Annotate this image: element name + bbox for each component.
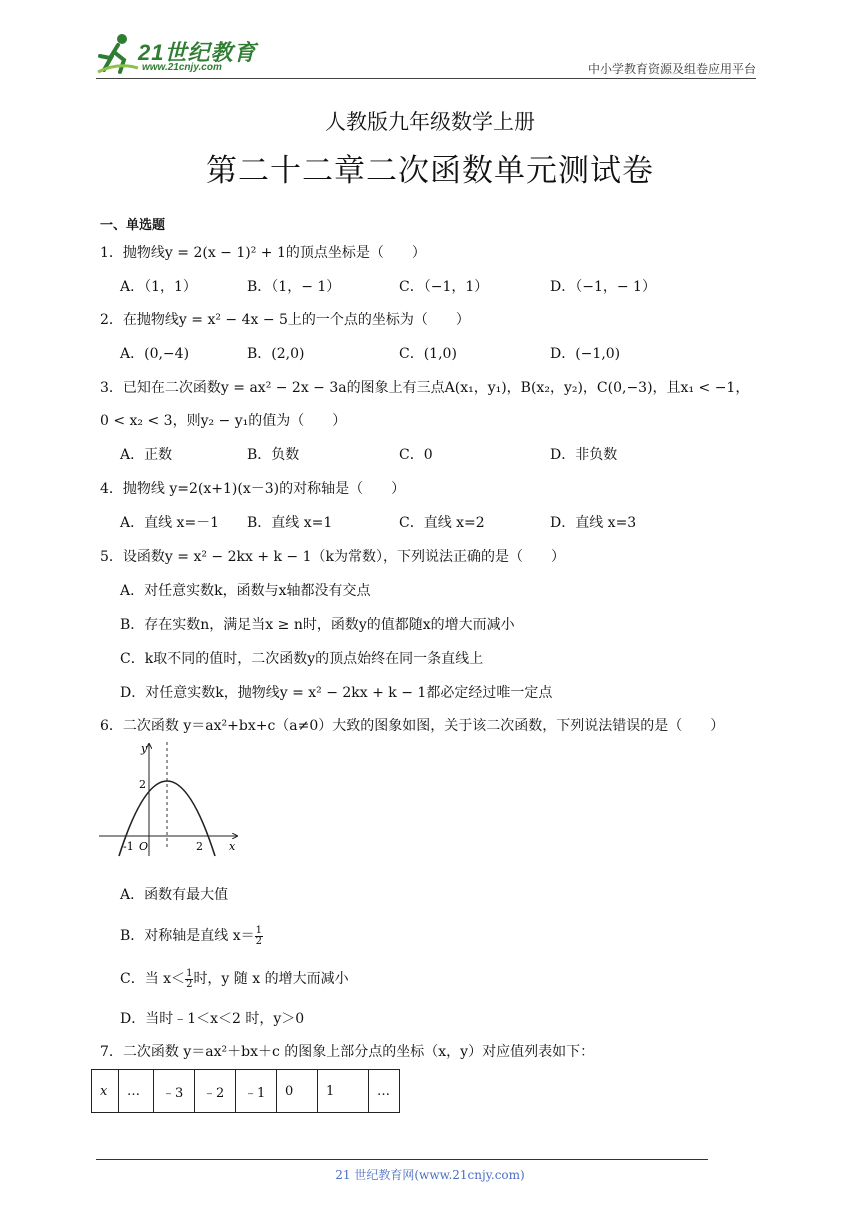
q4-option-b: B．直线 x=1	[247, 515, 333, 531]
q1-option-b: B．（1，− 1）	[247, 279, 341, 295]
q2-option-c: C．(1,0)	[399, 346, 457, 362]
question-5-stem: 5．设函数y = x² − 2kx + k − 1（k为常数），下列说法正确的是（ ）	[100, 549, 566, 565]
frac-numerator: 1	[186, 967, 193, 979]
q6-option-c	[120, 968, 349, 990]
q4-option-a: A．直线 x=－1	[120, 515, 220, 531]
table-cell: 1	[318, 1070, 369, 1113]
q3-option-c: C．0	[399, 447, 433, 463]
origin-label: O	[139, 840, 149, 853]
table-row	[92, 1070, 400, 1113]
q4-option-c: C．直线 x=2	[399, 515, 485, 531]
q1-option-a: A．（1，1）	[120, 279, 197, 295]
question-3-stem-line2: 0 < x₂ < 3，则y₂ − y₁的值为（ ）	[100, 413, 347, 429]
table-cell: …	[369, 1070, 400, 1113]
x-axis-label: x	[229, 840, 236, 853]
table-cell: ﹣2	[195, 1070, 236, 1113]
q6-option-c-text: C．当 x＜	[120, 971, 186, 987]
q2-option-b: B．(2,0)	[247, 346, 305, 362]
logo-url-text: www.21cnjy.com	[142, 62, 222, 73]
table-cell: …	[119, 1070, 154, 1113]
header-platform-text: 中小学教育资源及组卷应用平台	[587, 62, 756, 76]
x-tick-2: 2	[196, 840, 203, 853]
q5-option-b: B．存在实数n，满足当x ≥ n时，函数y的值都随x的增大而减小	[120, 617, 515, 633]
q6-option-d: D．当时﹣1＜x＜2 时，y＞0	[120, 1011, 305, 1027]
y-tick-2: 2	[139, 778, 146, 791]
q6-option-b	[120, 925, 263, 947]
q2-option-d: D．(−1,0)	[550, 346, 621, 362]
question-3-stem: 3．已知在二次函数y = ax² − 2x − 3a的图象上有三点A(x₁，y₁)，B(x₂，y₂)，C(0,−3)，且x₁ < −1，	[100, 380, 750, 396]
q1-option-c: C．（−1，1）	[399, 279, 489, 295]
question-1-stem: 1．抛物线y = 2(x − 1)² + 1的顶点坐标是（ ）	[100, 245, 426, 261]
footer-divider	[96, 1159, 708, 1160]
question-7-stem: 7．二次函数 y＝ax²＋bx＋c 的图象上部分点的坐标（x，y）对应值列表如下：	[100, 1044, 595, 1060]
table-cell: ﹣1	[236, 1070, 277, 1113]
frac-denominator: 2	[255, 935, 263, 947]
q5-option-a: A．对任意实数k，函数与x轴都没有交点	[120, 583, 371, 599]
q6-option-b-text: B．对称轴是直线 x＝	[120, 928, 255, 944]
parabola-graph	[95, 740, 245, 860]
q3-option-d: D．非负数	[550, 447, 618, 463]
question-2-stem: 2．在抛物线y = x² − 4x − 5上的一个点的坐标为（ ）	[100, 312, 470, 328]
q7-value-table	[91, 1069, 400, 1113]
q6-option-c-tail: 时，y 随 x 的增大而减小	[193, 971, 349, 987]
exam-title: 第二十二章二次函数单元测试卷	[206, 153, 654, 189]
table-cell: x	[92, 1070, 119, 1113]
q5-option-c: C．k取不同的值时，二次函数y的顶点始终在同一条直线上	[120, 651, 484, 667]
footer-link[interactable]: 21 世纪教育网(www.21cnjy.com)	[335, 1168, 525, 1182]
question-6-stem: 6．二次函数 y＝ax²+bx+c（a≠0）大致的图象如图，关于该二次函数，下列说法错误的是（ ）	[100, 718, 725, 734]
section-heading: 一、单选题	[100, 218, 166, 233]
y-axis-label: y	[141, 742, 148, 755]
fraction-one-half	[255, 926, 263, 947]
q2-option-a: A．(0,−4)	[120, 346, 190, 362]
q3-option-b: B．负数	[247, 447, 300, 463]
frac-denominator: 2	[186, 978, 193, 990]
q3-option-a: A．正数	[120, 447, 173, 463]
table-cell: 0	[277, 1070, 318, 1113]
runner-icon	[96, 32, 140, 76]
logo-brand-text: 21世纪教育	[138, 40, 257, 65]
x-tick-neg1: -1	[123, 840, 134, 853]
frac-numerator: 1	[255, 924, 263, 936]
q5-option-d: D．对任意实数k，抛物线y = x² − 2kx + k − 1都必定经过唯一定点	[120, 685, 553, 701]
table-cell: ﹣3	[154, 1070, 195, 1113]
question-4-stem: 4．抛物线 y=2(x+1)(x－3)的对称轴是（ ）	[100, 481, 406, 497]
q6-option-a: A．函数有最大值	[120, 887, 229, 903]
exam-subtitle: 人教版九年级数学上册	[325, 110, 535, 134]
header-divider	[96, 78, 756, 79]
q4-option-d: D．直线 x=3	[550, 515, 637, 531]
site-logo	[96, 30, 266, 80]
q1-option-d: D．（−1，− 1）	[550, 279, 656, 295]
